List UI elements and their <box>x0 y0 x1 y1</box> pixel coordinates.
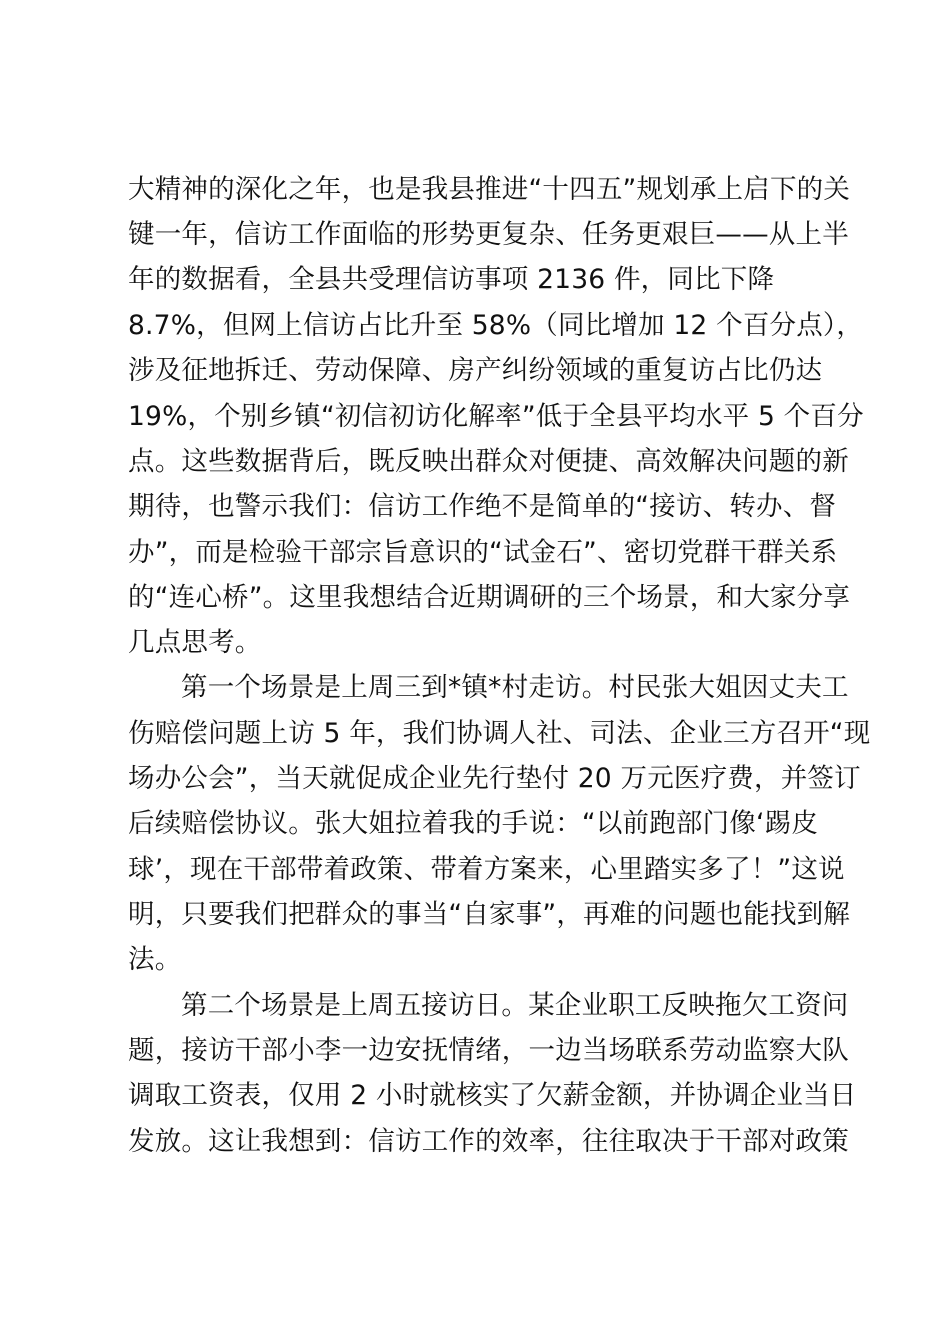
text-line: 伤赔偿问题上访 5 年，我们协调人社、司法、企业三方召开“现 <box>128 718 871 749</box>
text-line: 题，接访干部小李一边安抚情绪，一边当场联系劳动监察大队 <box>128 1035 849 1066</box>
text-line: 球’，现在干部带着政策、带着方案来，心里踏实多了！”这说 <box>128 854 845 885</box>
text-line: 期待，也警示我们：信访工作绝不是简单的“接访、转办、督 <box>128 491 837 522</box>
text-line: 明，只要我们把群众的事当“自家事”，再难的问题也能找到解 <box>128 899 851 930</box>
text-line: 点。这些数据背后，既反映出群众对便捷、高效解决问题的新 <box>128 446 849 477</box>
text-line: 发放。这让我想到：信访工作的效率，往往取决于干部对政策 <box>128 1126 849 1157</box>
text-line: 的“连心桥”。这里我想结合近期调研的三个场景，和大家分享 <box>128 582 851 613</box>
text-line: 19%，个别乡镇“初信初访化解率”低于全县平均水平 5 个百分 <box>128 401 864 432</box>
text-line: 办”，而是检验干部宗旨意识的“试金石”、密切党群干群关系 <box>128 537 838 568</box>
text-line: 后续赔偿协议。张大姐拉着我的手说：“以前跑部门像‘踢皮 <box>128 808 819 839</box>
text-line: 几点思考。 <box>128 627 262 658</box>
text-line: 场办公会”，当天就促成企业先行垫付 20 万元医疗费，并签订 <box>128 763 861 794</box>
text-line: 法。 <box>128 944 182 975</box>
text-line: 大精神的深化之年，也是我县推进“十四五”规划承上启下的关 <box>128 174 851 205</box>
text-line: 8.7%，但网上信访占比升至 58%（同比增加 12 个百分点）， <box>128 310 864 341</box>
text-line: 年的数据看，全县共受理信访事项 2136 件，同比下降 <box>128 264 775 295</box>
text-line: 键一年，信访工作面临的形势更复杂、任务更艰巨——从上半 <box>128 219 849 250</box>
text-line: 涉及征地拆迁、劳动保障、房产纠纷领域的重复访占比仍达 <box>128 355 823 386</box>
text-line: 调取工资表，仅用 2 小时就核实了欠薪金额，并协调企业当日 <box>128 1080 857 1111</box>
paragraph-first-line: 第一个场景是上周三到*镇*村走访。村民张大姐因丈夫工 <box>181 672 849 703</box>
paragraph-first-line: 第二个场景是上周五接访日。某企业职工反映拖欠工资问 <box>181 990 849 1021</box>
